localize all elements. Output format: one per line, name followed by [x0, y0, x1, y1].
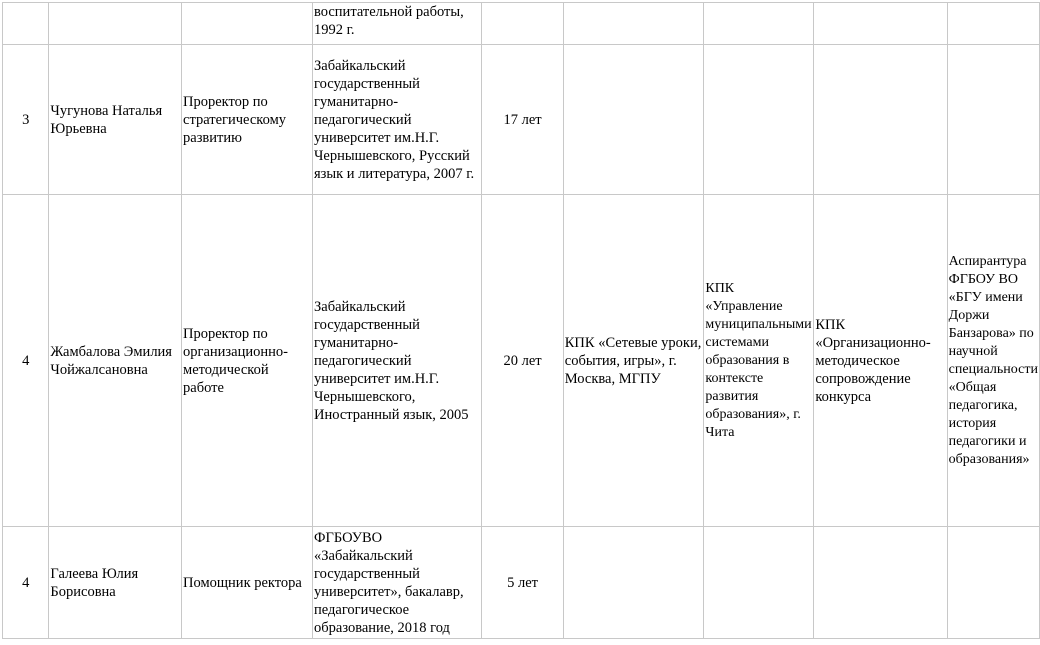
position: Помощник ректора — [182, 527, 313, 639]
row-number: 4 — [3, 527, 49, 639]
course-3: КПК «Организационно-методическое сопровождение конкурса — [814, 195, 947, 527]
course-1 — [563, 527, 704, 639]
extra-education: Аспирантура ФГБОУ ВО «БГУ имени Доржи Банзарова» по научной специальности «Общая педагогика, история педагогики и образования» — [947, 195, 1039, 527]
course-3 — [814, 527, 947, 639]
position: Проректор по организационно-методической работе — [182, 195, 313, 527]
education: ФГБОУВО «Забайкальский государственный университет», бакалавр, педагогическое образование, 2018 год — [313, 527, 482, 639]
experience — [482, 3, 563, 45]
course-2 — [704, 3, 814, 45]
table-row — [3, 45, 1040, 195]
full-name — [49, 3, 182, 45]
table-row — [3, 195, 1040, 527]
extra-education — [947, 527, 1039, 639]
full-name: Жамбалова Эмилия Чойжалсановна — [49, 195, 182, 527]
table-row — [3, 527, 1040, 639]
course-3 — [814, 45, 947, 195]
experience: 5 лет — [482, 527, 563, 639]
experience: 20 лет — [482, 195, 563, 527]
full-name: Галеева Юлия Борисовна — [49, 527, 182, 639]
position — [182, 3, 313, 45]
course-2: КПК «Управление муниципальными системами образования в контексте развития образования», г. Чита — [704, 195, 814, 527]
extra-education — [947, 45, 1039, 195]
course-2 — [704, 45, 814, 195]
course-1 — [563, 3, 704, 45]
row-number — [3, 3, 49, 45]
course-1: КПК «Сетевые уроки, события, игры», г. Москва, МГПУ — [563, 195, 704, 527]
education: воспитательной работы, 1992 г. — [313, 3, 482, 45]
staff-table — [2, 2, 1040, 639]
position: Проректор по стратегическому развитию — [182, 45, 313, 195]
full-name: Чугунова Наталья Юрьевна — [49, 45, 182, 195]
row-number: 3 — [3, 45, 49, 195]
experience: 17 лет — [482, 45, 563, 195]
course-1 — [563, 45, 704, 195]
education: Забайкальский государственный гуманитарно-педагогический университет им.Н.Г. Чернышевского, Русский язык и литература, 2007 г. — [313, 45, 482, 195]
extra-education — [947, 3, 1039, 45]
education: Забайкальский государственный гуманитарно-педагогический университет им.Н.Г. Чернышевского, Иностранный язык, 2005 — [313, 195, 482, 527]
table-row — [3, 3, 1040, 45]
course-3 — [814, 3, 947, 45]
course-2 — [704, 527, 814, 639]
row-number: 4 — [3, 195, 49, 527]
